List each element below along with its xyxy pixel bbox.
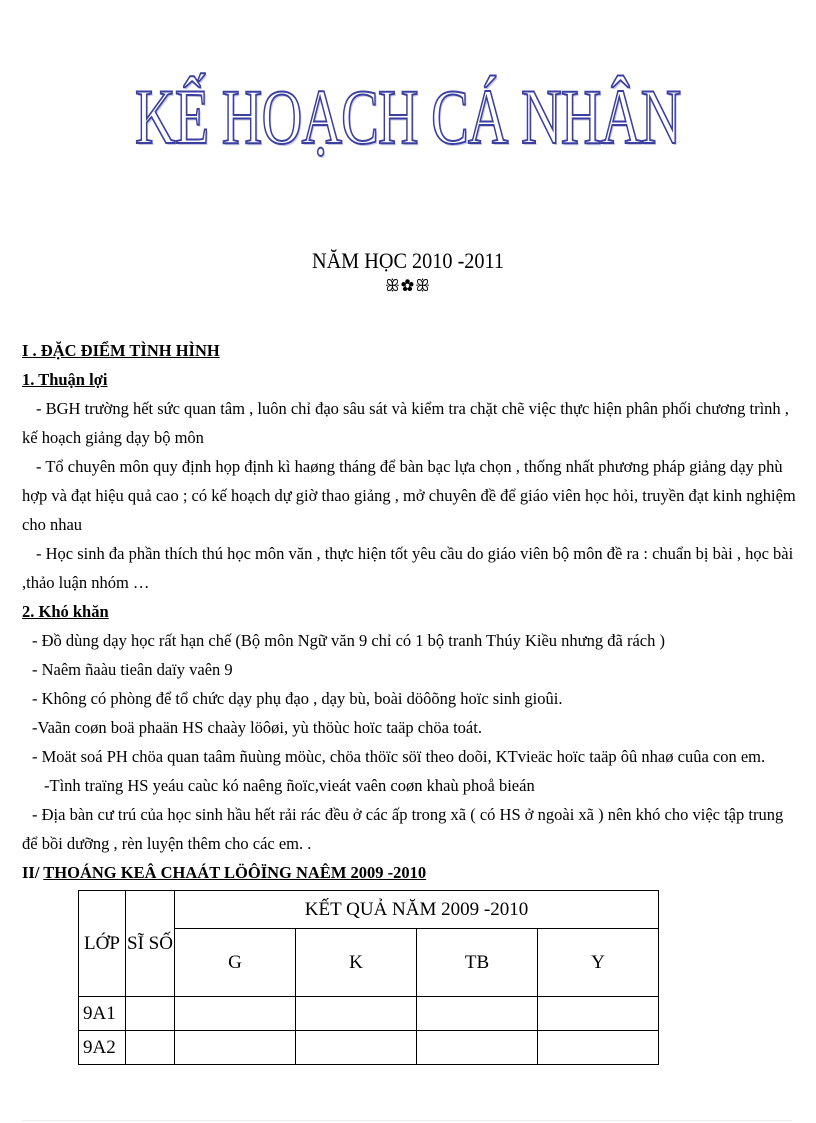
header-grade-k: K [296,929,417,997]
cell-y [538,997,659,1031]
cell-g [175,1031,296,1065]
difficulty-item: - Moät soá PH chöa quan taâm ñuùng möùc, chöa thöïc söï theo doõi, KTvieäc hoïc taäp ôû nhaø cuûa con em. [32,747,766,766]
advantage-item: - Tổ chuyên môn quy định họp định kì haøng tháng để bàn bạc lựa chọn , thống nhất phương pháp giảng dạy phù hợp và đạt hiệu quả cao ; có kế hoạch dự giờ thao giảng , mở chuyên đề để giáo viên học hỏi, truyền đạt kinh nghiệm cho nhau [22,457,796,534]
cell-tb [417,1031,538,1065]
difficulty-item: - Đồ dùng dạy học rất hạn chế (Bộ môn Ngữ văn 9 chỉ có 1 bộ tranh Thúy Kiều nhưng đã rách ) [32,631,665,650]
cell-siso [126,997,175,1031]
cell-y [538,1031,659,1065]
cell-tb [417,997,538,1031]
section1-heading: I . ĐẶC ĐIỂM TÌNH HÌNH [22,341,220,360]
header-lop: LỚP [79,891,126,997]
page-bottom-divider [22,1120,792,1121]
document-body [22,336,797,887]
header-results-year: KẾT QUẢ NĂM 2009 -2010 [175,891,659,929]
document-title: KẾ HOẠCH CÁ NHÂN [135,73,681,160]
section2-heading: II/ THOÁNG KEÂ CHAÁT LÖÔÏNG NAÊM 2009 -2010 [22,863,427,882]
ornament-icon: ꕥ✿ꕥ [385,278,431,295]
cell-g [175,997,296,1031]
difficulty-item: - Địa bàn cư trú của học sinh hầu hết rải rác đều ở các ấp trong xã ( có HS ở ngoài xã ) nên khó cho việc tập trung để bồi dưỡng , rèn luyện thêm cho các em. . [22,805,784,853]
advantage-item: - Học sinh đa phần thích thú học môn văn , thực hiện tốt yêu cầu do giáo viên bộ môn đề ra : chuẩn bị bài , học bài ,thảo luận nhóm … [22,544,794,592]
table-row [79,1031,659,1065]
header-grade-tb: TB [417,929,538,997]
difficulty-item: - Naêm ñaàu tieân daïy vaên 9 [32,660,233,679]
difficulty-item: - Không có phòng để tổ chức dạy phụ đạo , dạy bù, boài döôõng hoïc sinh gioûi. [32,689,563,708]
header-siso: SĨ SỐ [126,891,175,997]
header-grade-y: Y [538,929,659,997]
difficulty-item: -Vaãn coøn boä phaän HS chaày löôøi, yù thöùc hoïc taäp chöa toát. [32,718,482,737]
cell-lop: 9A1 [79,997,126,1031]
table-row [79,997,659,1031]
cell-siso [126,1031,175,1065]
cell-lop: 9A2 [79,1031,126,1065]
school-year: NĂM HỌC 2010 -2011 [311,248,505,273]
subsection-difficulties-heading: 2. Khó khăn [22,602,109,621]
title-wrap [0,72,816,162]
difficulty-item: -Tình traïng HS yeáu caùc kó naêng ñoïc,vieát vaên coøn khaù phoå bieán [44,776,535,795]
cell-k [296,1031,417,1065]
advantage-item: - BGH trường hết sức quan tâm , luôn chỉ đạo sâu sát và kiểm tra chặt chẽ việc thực hiện phân phối chương trình , kế hoạch giảng dạy bộ môn [22,399,789,447]
results-table [78,890,659,1065]
subsection-advantages-heading: 1. Thuận lợi [22,370,108,389]
cell-k [296,997,417,1031]
header-grade-g: G [175,929,296,997]
